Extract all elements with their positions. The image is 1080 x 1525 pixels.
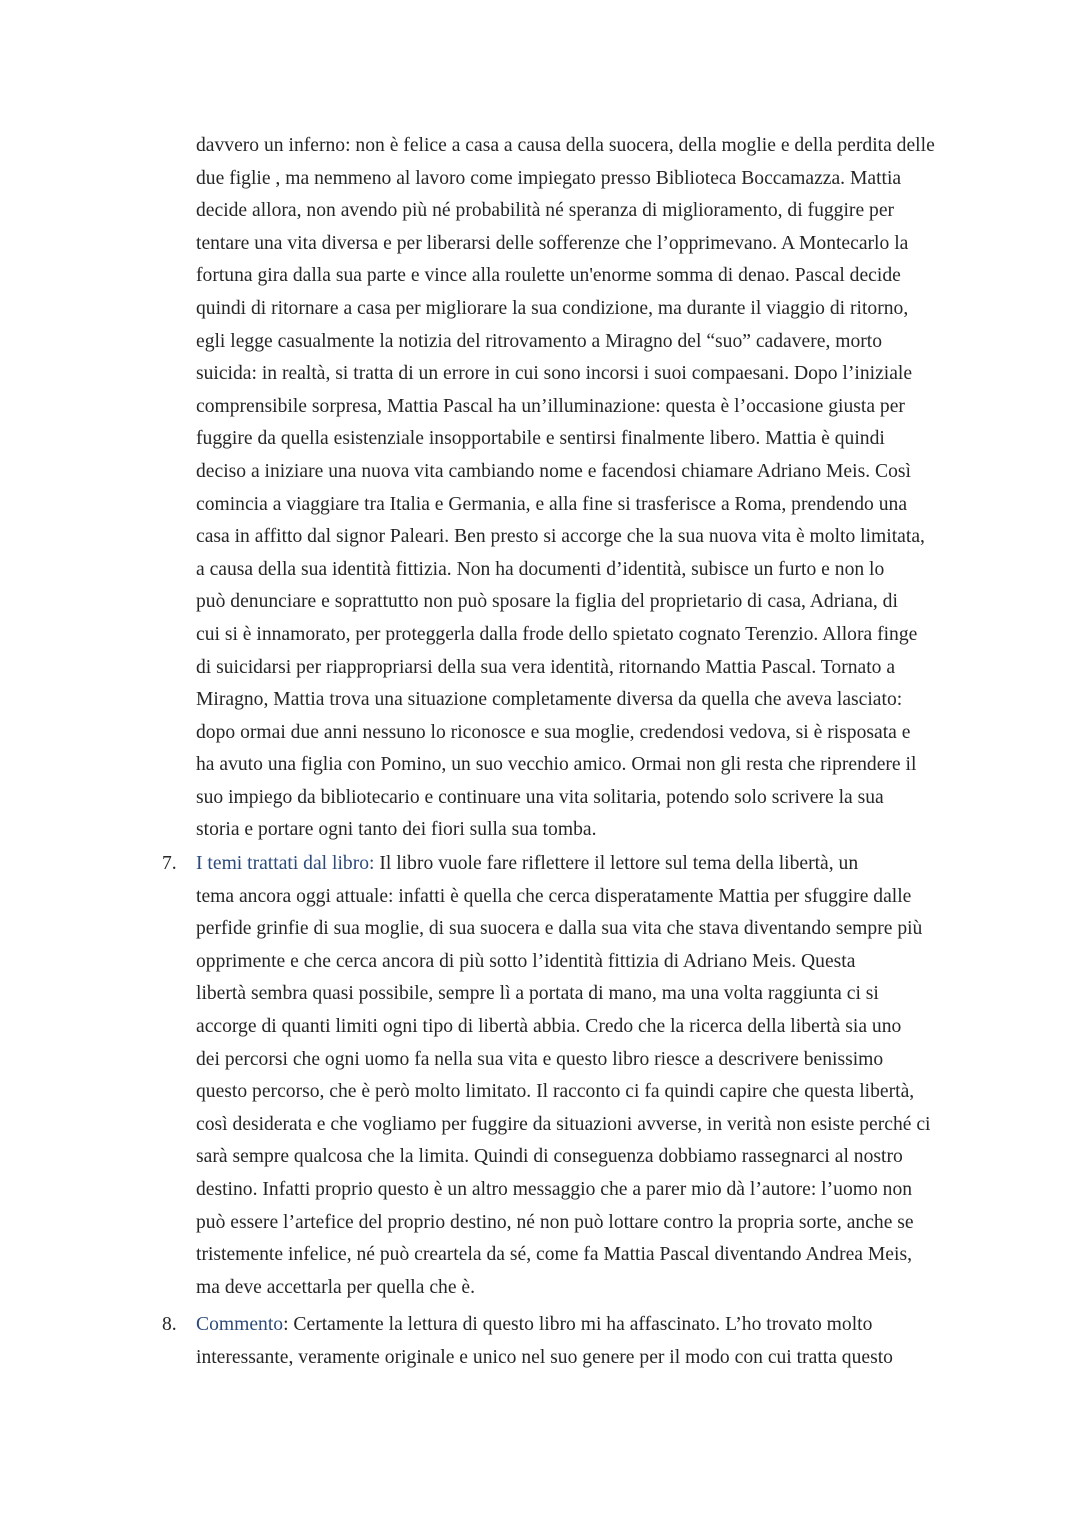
text-line: a causa della sua identità fittizia. Non ha documenti d’identità, subisce un furto e non lo	[196, 558, 885, 580]
text-line: dei percorsi che ogni uomo fa nella sua vita e questo libro riesce a descrivere benissimo	[196, 1048, 884, 1070]
text-line: cui si è innamorato, per proteggerla dalla frode dello spietato cognato Terenzio. Allora finge	[196, 623, 918, 645]
text-line: dopo ormai due anni nessuno lo riconosce e sua moglie, credendosi vedova, si è risposata e	[196, 721, 911, 743]
section-8-heading: Commento	[196, 1314, 284, 1335]
section-8-first-line-text: : Certamente la lettura di questo libro mi ha affascinato. L’ho trovato molto	[283, 1314, 873, 1335]
text-line: Miragno, Mattia trova una situazione completamente diversa da quella che aveva lasciato:	[196, 689, 903, 711]
text-line: fuggire da quella esistenziale insopportabile e sentirsi finalmente libero. Mattia è quindi	[196, 428, 885, 450]
text-line: quindi di ritornare a casa per migliorare la sua condizione, ma durante il viaggio di ritorno,	[196, 297, 909, 319]
text-line: comprensibile sorpresa, Mattia Pascal ha un’illuminazione: questa è l’occasione giusta per	[196, 395, 905, 417]
text-line: di suicidarsi per riappropriarsi della sua vera identità, ritornando Mattia Pascal. Tornato a	[196, 656, 896, 678]
text-line: due figlie , ma nemmeno al lavoro come impiegato presso Biblioteca Boccamazza. Mattia	[196, 167, 902, 189]
text-line: ha avuto una figlia con Pomino, un suo vecchio amico. Ormai non gli resta che riprendere il	[196, 754, 917, 776]
section-7-heading: I temi trattati dal libro:	[196, 853, 375, 874]
text-line: può essere l’artefice del proprio destino, né non può lottare contro la propria sorte, anche se	[196, 1211, 914, 1233]
text-line: opprimente e che cerca ancora di più sotto l’identità fittizia di Adriano Meis. Questa	[196, 950, 856, 972]
text-line: suicida: in realtà, si tratta di un errore in cui sono incorsi i suoi compaesani. Dopo l’iniziale	[196, 363, 913, 385]
text-line: fortuna gira dalla sua parte e vince alla roulette un'enorme somma di denao. Pascal decide	[196, 265, 901, 287]
text-line: così desiderata e che vogliamo per fuggire da situazioni avverse, in verità non esiste perché ci	[196, 1113, 931, 1135]
text-line: decide allora, non avendo più né probabilità né speranza di miglioramento, di fuggire per	[196, 200, 895, 222]
text-line: casa in affitto dal signor Paleari. Ben presto si accorge che la sua nuova vita è molto limitata,	[196, 526, 925, 548]
section-8-first-line	[196, 1309, 956, 1342]
text-line: storia e portare ogni tanto dei fiori sulla sua tomba.	[196, 819, 597, 841]
text-line: interessante, veramente originale e unico nel suo genere per il modo con cui tratta questo	[196, 1346, 893, 1368]
list-number-7: 7.	[162, 853, 177, 874]
text-line: ma deve accettarla per quella che è.	[196, 1276, 476, 1298]
section-7-first-line	[196, 848, 956, 881]
text-line: può denunciare e soprattutto non può sposare la figlia del proprietario di casa, Adriana, di	[196, 591, 898, 613]
text-line: davvero un inferno: non è felice a casa a causa della suocera, della moglie e della perdita delle	[196, 135, 935, 156]
text-line: suo impiego da bibliotecario e continuare una vita solitaria, potendo solo scrivere la sua	[196, 786, 884, 808]
text-line: accorge di quanti limiti ogni tipo di libertà abbia. Credo che la ricerca della libertà sia uno	[196, 1015, 902, 1037]
text-line: egli legge casualmente la notizia del ritrovamento a Miragno del “suo” cadavere, morto	[196, 330, 883, 352]
text-line: comincia a viaggiare tra Italia e Germania, e alla fine si trasferisce a Roma, prendendo una	[196, 493, 908, 515]
text-line: tentare una vita diversa e per liberarsi delle sofferenze che l’opprimevano. A Montecarlo la	[196, 232, 909, 254]
text-line: perfide grinfie di sua moglie, di sua suocera e dalla sua vita che stava diventando sempre più	[196, 918, 923, 940]
section-7-body	[196, 848, 956, 1304]
text-line: tristemente infelice, né può creartela da sé, come fa Mattia Pascal diventando Andrea Meis,	[196, 1244, 912, 1266]
text-line: tema ancora oggi attuale: infatti è quella che cerca disperatamente Mattia per sfuggire dalle	[196, 885, 912, 907]
text-line: destino. Infatti proprio questo è un altro messaggio che a parer mio dà l’autore: l’uomo non	[196, 1178, 913, 1200]
text-line: sarà sempre qualcosa che la limita. Quindi di conseguenza dobbiamo rassegnarci al nostro	[196, 1146, 903, 1168]
text-line: deciso a iniziare una nuova vita cambiando nome e facendosi chiamare Adriano Meis. Così	[196, 460, 911, 482]
section-8-body	[196, 1309, 956, 1374]
section-7-first-line-text: Il libro vuole fare riflettere il lettore sul tema della libertà, un	[374, 853, 859, 874]
text-line: libertà sembra quasi possibile, sempre lì a portata di mano, ma una volta raggiunta ci si	[196, 983, 879, 1005]
list-number-8: 8.	[162, 1314, 177, 1335]
text-line: questo percorso, che è però molto limitato. Il racconto ci fa quindi capire che questa libertà,	[196, 1081, 915, 1103]
paragraph-continuation	[196, 130, 956, 847]
